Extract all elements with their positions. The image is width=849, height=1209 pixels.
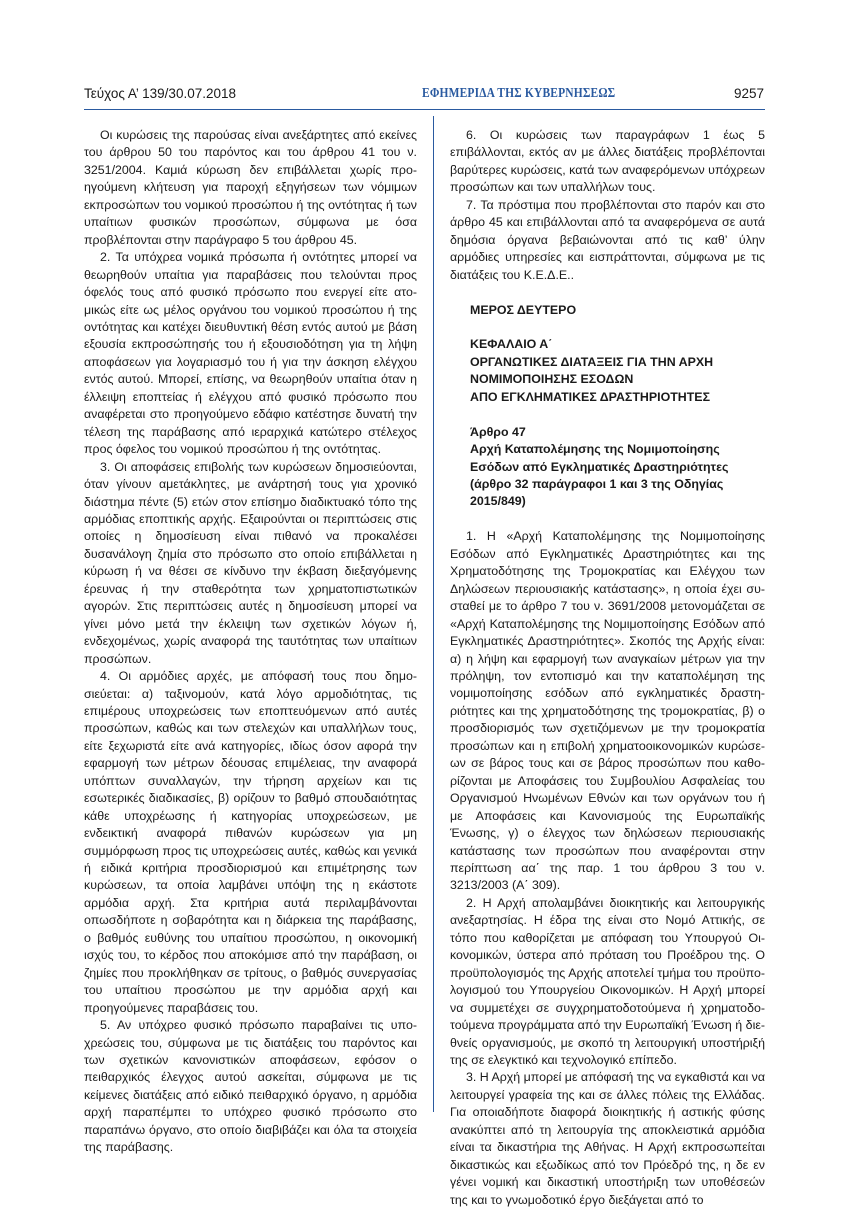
- article-subtitle-2: Εσόδων από Εγκληματικές Δραστηριότητες: [470, 459, 729, 474]
- article-subtitle-1: Αρχή Καταπολέμησης της Νομιμοποίησης: [470, 442, 720, 457]
- paragraph: Οι κυρώσεις της παρούσας είναι ανεξάρτητες από εκείνες του άρθρου 50 του παρόντος και του άρθρου 41 του ν. 3251/2004. Καμιά κύρωση δεν επιβάλλεται χωρίς προηγούμενη κλήτευση για παροχή εξηγήσεων των νόμιμων εκπροσώπων του νομικού προσώπου ή της οντότητας ή των υπαίτιων φυσικών προσώπων, σύμφωνα με όσα προβλέπονται στην παράγραφο 5 του άρθρου 45.: [84, 128, 417, 247]
- paragraph-6: 6. Οι κυρώσεις των παραγράφων 1 έως 5 επιβάλλονται, εκτός αν με άλλες διατάξεις προβλέπονται βαρύτερες κυρώσεις, κατά των αναφερόμενων υπόχρεων προσώπων και των υπαλλήλων τους.: [450, 128, 765, 195]
- gazette-title: ΕΦΗΜΕΡΙΔΑ ΤΗΣ ΚΥΒΕΡΝΗΣΕΩΣ: [422, 85, 616, 100]
- chapter-subtitle-3: ΑΠΟ ΕΓΚΛΗΜΑΤΙΚΕΣ ΔΡΑΣΤΗΡΙΟΤΗΤΕΣ: [470, 389, 711, 404]
- article-paragraph-2: 2. Η Αρχή απολαμβάνει διοικητικής και λειτουργικής ανεξαρτησίας. Η έδρα της είναι στο Νομό Αττικής, σε τόπο που καθορίζεται με απόφαση του Υπουργού Οικονομικών, ύστερα από πρόταση του Προέδρου της. Ο προϋπολογισμός της Αρχής αποτελεί τμήμα του προϋπολογισμού του Υπουργείου Οικονομικών. Η Αρχή μπορεί να συμμετέχει σε συγχρηματοδοτούμενα ή χρηματοδοτούμενα προγράμματα από την Ευρωπαϊκή Ένωση ή διεθνείς οργανισμούς, με σκοπό τη λειτουργική υποστήριξή της σε ελεγκτικό και τεχνολογικό επίπεδο.: [450, 895, 765, 1067]
- paragraph: 4. Οι αρμόδιες αρχές, με απόφασή τους που δημοσιεύεται: α) ταξινομούν, κατά λόγο αρμοδιότητας, τις επιμέρους υποχρεώσεις των εποπτευόμενων από αυτές προσώπων, καθώς και των στελεχών και υπαλλήλων τους, είτε ξεχωριστά είτε ανά κατηγορίες, ιδίως όσον αφορά την εφαρμογή των μέτρων δέουσας επιμέλειας, την αναφορά υπόπτων συναλλαγών, την τήρηση αρχείων και τις εσωτερικές διαδικασίες, β) ορίζουν το βαθμό σπουδαιότητας κάθε υποχρέωσης ή κατηγορίας υποχρεώσεων, με ενδεικτική αναφορά πιθανών κυρώσεων για μη συμμόρφωση προς τις υποχρεώσεις αυτές, καθώς και γενικά ή ειδικά κριτήρια προσδιορισμού και επιμέτρησης των κυρώσεων, τα οποία λαμβάνει υπόψη της η εκάστοτε αρμόδια αρχή. Στα κριτήρια αυτά περιλαμβάνονται οπωσδήποτε η σοβαρότητα και η διάρκεια της παράβασης, ο βαθμός ευθύνης του υπαίτιου προσώπου, η οικονομική ισχύς του, το κέρδος που αποκόμισε από την παράβαση, οι ζημίες που προκλήθηκαν σε τρίτους, ο βαθμός συνεργασίας του υπαίτιου προσώπου με την αρμόδια αρχή και προηγούμενες παραβάσεις του.: [84, 669, 417, 1015]
- paragraph: 5. Αν υπόχρεο φυσικό πρόσωπο παραβαίνει τις υποχρεώσεις του, σύμφωνα με τις διατάξεις του παρόντος και των σχετικών κανονιστικών αποφάσεων, εφόσον ο πειθαρχικός έλεγχος αυτού ασκείται, σύμφωνα με τις κείμενες διατάξεις από ειδικό πειθαρχικό όργανο, η αρμόδια αρχή παραπέμπει το υπόχρεο φυσικό πρόσωπο στο παραπάνω όργανο, στο οποίο διαβιβάζει και όλα τα στοιχεία της παράβασης.: [84, 1018, 417, 1155]
- issue-label: Τεύχος Α’ 139/30.07.2018: [84, 86, 237, 101]
- chapter-subtitle-2: ΝΟΜΙΜΟΠΟΙΗΣΗΣ ΕΣΟΔΩΝ: [470, 372, 634, 387]
- page-number: 9257: [733, 86, 764, 101]
- article-paragraph-3: 3. Η Αρχή μπορεί με απόφασή της να εγκαθιστά και να λειτουργεί γραφεία της και σε άλλες πόλεις της Ελλάδας. Για οποιαδήποτε διαφορά διοικητικής ή αστικής φύσης ανακύπτει από τη λειτουργία της αποκλειστικά αρμόδια είναι τα δικαστήρια της Αθήνας. Η Αρχή εκπροσωπείται δικαστικώς και εξωδίκως από τον Πρόεδρό της, η δε εν γένει νομική και δικαστική υποστήριξη των υποθέσεών της και το γνωμοδοτικό έργο διεξάγεται από το: [450, 1070, 765, 1207]
- chapter-subtitle-1: ΟΡΓΑΝΩΤΙΚΕΣ ΔΙΑΤΑΞΕΙΣ ΓΙΑ ΤΗΝ ΑΡΧΗ: [470, 354, 714, 369]
- article-paragraph-1: 1. Η «Αρχή Καταπολέμησης της Νομιμοποίησης Εσόδων από Εγκληματικές Δραστηριότητες και της Χρηματοδότησης της Τρομοκρατίας και Ελέγχου των Δηλώσεων περιουσιακής κατάστασης», η οποία έχει συσταθεί με το άρθρο 7 του ν. 3691/2008 μετονομάζεται σε «Αρχή Καταπολέμησης της Νομιμοποίησης Εσόδων από Εγκληματικές Δραστηριότητες». Σκοπός της Αρχής είναι: α) η λήψη και εφαρμογή των αναγκαίων μέτρων για την πρόληψη, τον εντοπισμό και την καταπολέμηση της νομιμοποίησης εσόδων από εγκληματικές δραστηριότητες και της χρηματοδότησης της τρομοκρατίας, β) ο προσδιορισμός των σχετιζόμενων με την τρομοκρατία προσώπων και η επιβολή χρηματοοικονομικών κυρώσεων σε βάρος τους και σε βάρος προσώπων που καθορίζονται με Αποφάσεις του Συμβουλίου Ασφαλείας του Οργανισμού Ηνωμένων Εθνών και των οργάνων του ή με Αποφάσεις και Κανονισμούς της Ευρωπαϊκής Ένωσης, γ) ο έλεγχος των δηλώσεων περιουσιακής κατάστασης των προσώπων που αναφέρονται στην περίπτωση αα΄ της παρ. 1 του άρθρου 3 του ν. 3213/2003 (Α΄ 309).: [450, 529, 765, 893]
- article-heading: Άρθρο 47: [470, 424, 526, 439]
- article-subtitle-3: (άρθρο 32 παράγραφοι 1 και 3 της Οδηγίας: [470, 477, 724, 492]
- article-subtitle-4: 2015/849): [470, 494, 526, 509]
- page-header: [84, 86, 764, 108]
- part-heading: ΜΕΡΟΣ ΔΕΥΤΕΡΟ: [470, 302, 577, 317]
- paragraph-7: 7. Τα πρόστιμα που προβλέπονται στο παρόν και στο άρθρο 45 και επιβάλλονται από τα αναφερόμενα σε αυτά δημόσια όργανα βεβαιώνονται από τις καθ’ ύλην αρμόδιες υπηρεσίες και εισπράττονται, σύμφωνα με τις διατάξεις του Κ.Ε.Δ.Ε..: [450, 197, 765, 282]
- column-divider: [433, 116, 434, 1112]
- paragraph: 3. Οι αποφάσεις επιβολής των κυρώσεων δημοσιεύονται, όταν γίνουν αμετάκλητες, με ανάρτησή τους για χρονικό διάστημα πέντε (5) ετών στον επίσημο διαδικτυακό τόπο της αρμόδιας εποπτικής αρχής. Εξαιρούνται οι περιπτώσεις στις οποίες η δημοσίευση είναι πιθανό να προκαλέσει δυσανάλογη ζημία στο πρόσωπο στο οποίο επιβάλλεται η κύρωση ή να θέσει σε κίνδυνο την έκβαση διεξαγόμενης έρευνας ή την σταθερότητα των χρηματοπιστωτικών αγορών. Στις περιπτώσεις αυτές η δημοσίευση μπορεί να γίνει μόνο μετά την έκλειψη των σχετικών λόγων ή, ενδεχομένως, χωρίς αναφορά της ταυτότητας των υπαίτιων προσώπων.: [84, 459, 417, 666]
- paragraph: 2. Τα υπόχρεα νομικά πρόσωπα ή οντότητες μπορεί να θεωρηθούν υπαίτια για παραβάσεις που τελούνται προς όφελός τους από φυσικό πρόσωπο που ενεργεί είτε ατομικώς είτε ως μέλος οργάνου του νομικού προσώπου ή της οντότητας και κατέχει διευθυντική θέση εντός αυτού με βάση εξουσία εκπροσώπησής του ή εξουσιοδότηση για τη λήψη αποφάσεων για λογαριασμό του ή για την άσκηση ελέγχου εντός αυτού. Μπορεί, επίσης, να θεωρηθούν υπαίτια όταν η έλλειψη εποπτείας ή ελέγχου από φυσικό πρόσωπο που αναφέρεται στο προηγούμενο εδάφιο κατέστησε δυνατή την τέλεση της παράβασης από ιεραρχικά κατώτερο στέλεχος προς όφελος του νομικού προσώπου ή της οντότητας.: [84, 250, 417, 457]
- chapter-heading: ΚΕΦΑΛΑΙΟ Α΄: [470, 337, 553, 352]
- header-rule: [84, 109, 765, 110]
- right-column: [450, 127, 765, 1209]
- left-column: [84, 127, 417, 1157]
